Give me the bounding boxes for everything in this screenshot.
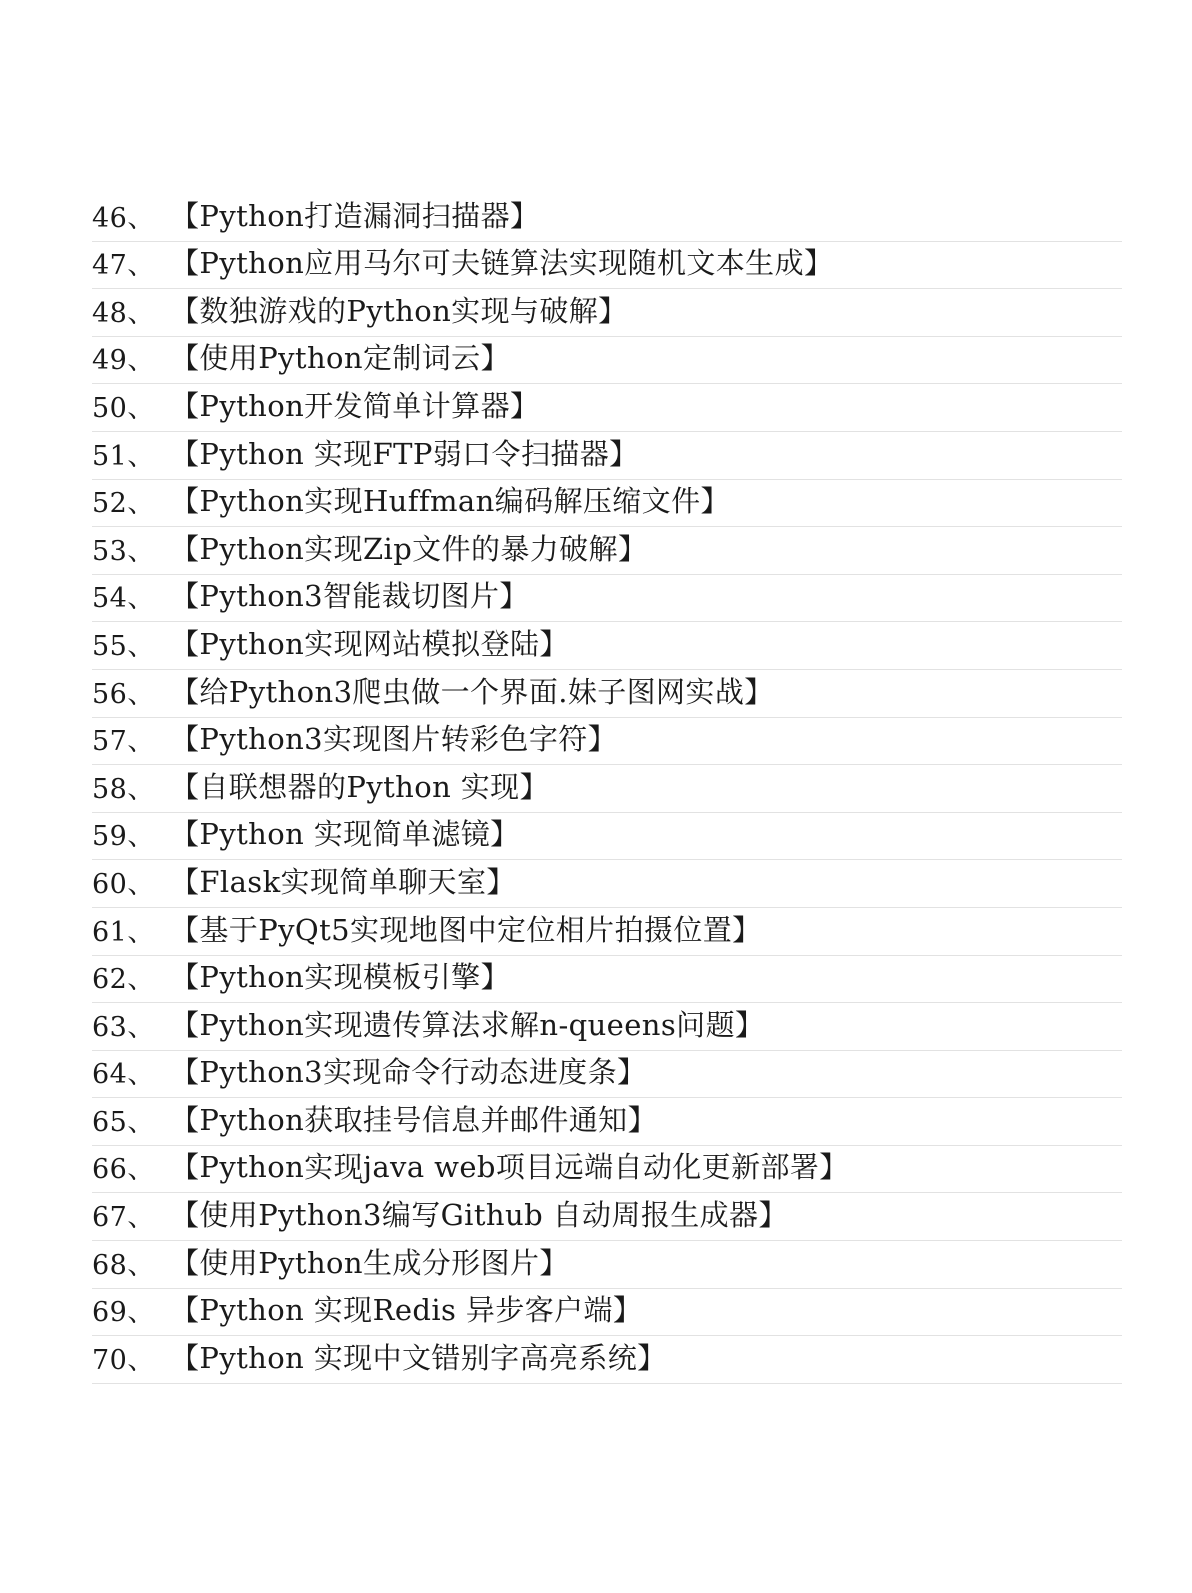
item-number: 67、 [92,1202,155,1234]
item-title: 【使用Python3编写Github 自动周报生成器】 [170,1198,788,1233]
item-number: 53、 [92,535,155,567]
item-title: 【基于PyQt5实现地图中定位相片拍摄位置】 [170,912,762,947]
list-item [92,575,1122,623]
item-title: 【Python3智能裁切图片】 [170,579,529,614]
list-item [92,956,1122,1004]
list-item [92,480,1122,528]
list-item [92,194,1122,242]
item-title: 【Python实现遗传算法求解n-queens问题】 [170,1007,765,1042]
item-number: 56、 [92,678,155,710]
list-item [92,1241,1122,1289]
item-number: 60、 [92,868,155,900]
item-title: 【Python 实现FTP弱口令扫描器】 [170,436,639,471]
list-item [92,1146,1122,1194]
item-title: 【Python实现java web项目远端自动化更新部署】 [170,1150,849,1185]
item-number: 51、 [92,440,155,472]
item-number: 49、 [92,345,155,377]
list-item [92,908,1122,956]
item-title: 【Python实现Zip文件的暴力破解】 [170,531,648,566]
item-number: 47、 [92,250,155,282]
item-number: 57、 [92,726,155,758]
list-item [92,289,1122,337]
item-number: 63、 [92,1011,155,1043]
item-number: 69、 [92,1297,155,1329]
project-list [92,194,1122,1384]
item-title: 【Python 实现Redis 异步客户端】 [170,1293,643,1328]
list-item [92,432,1122,480]
item-title: 【自联想器的Python 实现】 [170,769,549,804]
item-title: 【Python 实现中文错别字高亮系统】 [170,1340,667,1375]
item-number: 70、 [92,1344,155,1376]
list-item [92,622,1122,670]
item-title: 【Python3实现命令行动态进度条】 [170,1055,647,1090]
list-item [92,718,1122,766]
list-item [92,384,1122,432]
item-title: 【Python开发简单计算器】 [170,388,540,423]
list-item [92,670,1122,718]
item-number: 55、 [92,630,155,662]
item-number: 48、 [92,297,155,329]
item-number: 62、 [92,964,155,996]
list-item [92,1003,1122,1051]
list-item [92,337,1122,385]
list-item [92,1193,1122,1241]
list-item [92,1289,1122,1337]
list-item [92,1098,1122,1146]
item-title: 【Flask实现简单聊天室】 [170,864,516,899]
item-number: 66、 [92,1154,155,1186]
item-number: 59、 [92,821,155,853]
item-title: 【给Python3爬虫做一个界面.妹子图网实战】 [170,674,774,709]
item-number: 64、 [92,1059,155,1091]
list-item [92,1336,1122,1384]
list-item [92,1051,1122,1099]
item-number: 52、 [92,488,155,520]
item-title: 【Python3实现图片转彩色字符】 [170,722,618,757]
item-number: 61、 [92,916,155,948]
item-number: 58、 [92,773,155,805]
list-item [92,765,1122,813]
item-title: 【Python获取挂号信息并邮件通知】 [170,1102,657,1137]
list-item [92,527,1122,575]
item-number: 46、 [92,202,155,234]
item-title: 【使用Python生成分形图片】 [170,1245,569,1280]
item-number: 54、 [92,583,155,615]
item-number: 65、 [92,1106,155,1138]
item-title: 【Python打造漏洞扫描器】 [170,198,540,233]
list-item [92,242,1122,290]
item-title: 【Python实现模板引擎】 [170,960,510,995]
list-item [92,813,1122,861]
list-item [92,860,1122,908]
item-number: 50、 [92,392,155,424]
item-title: 【Python 实现简单滤镜】 [170,817,520,852]
item-title: 【数独游戏的Python实现与破解】 [170,293,628,328]
item-title: 【Python实现网站模拟登陆】 [170,626,569,661]
item-title: 【使用Python定制词云】 [170,341,510,376]
item-title: 【Python实现Huffman编码解压缩文件】 [170,484,730,519]
item-number: 68、 [92,1249,155,1281]
item-title: 【Python应用马尔可夫链算法实现随机文本生成】 [170,246,834,281]
